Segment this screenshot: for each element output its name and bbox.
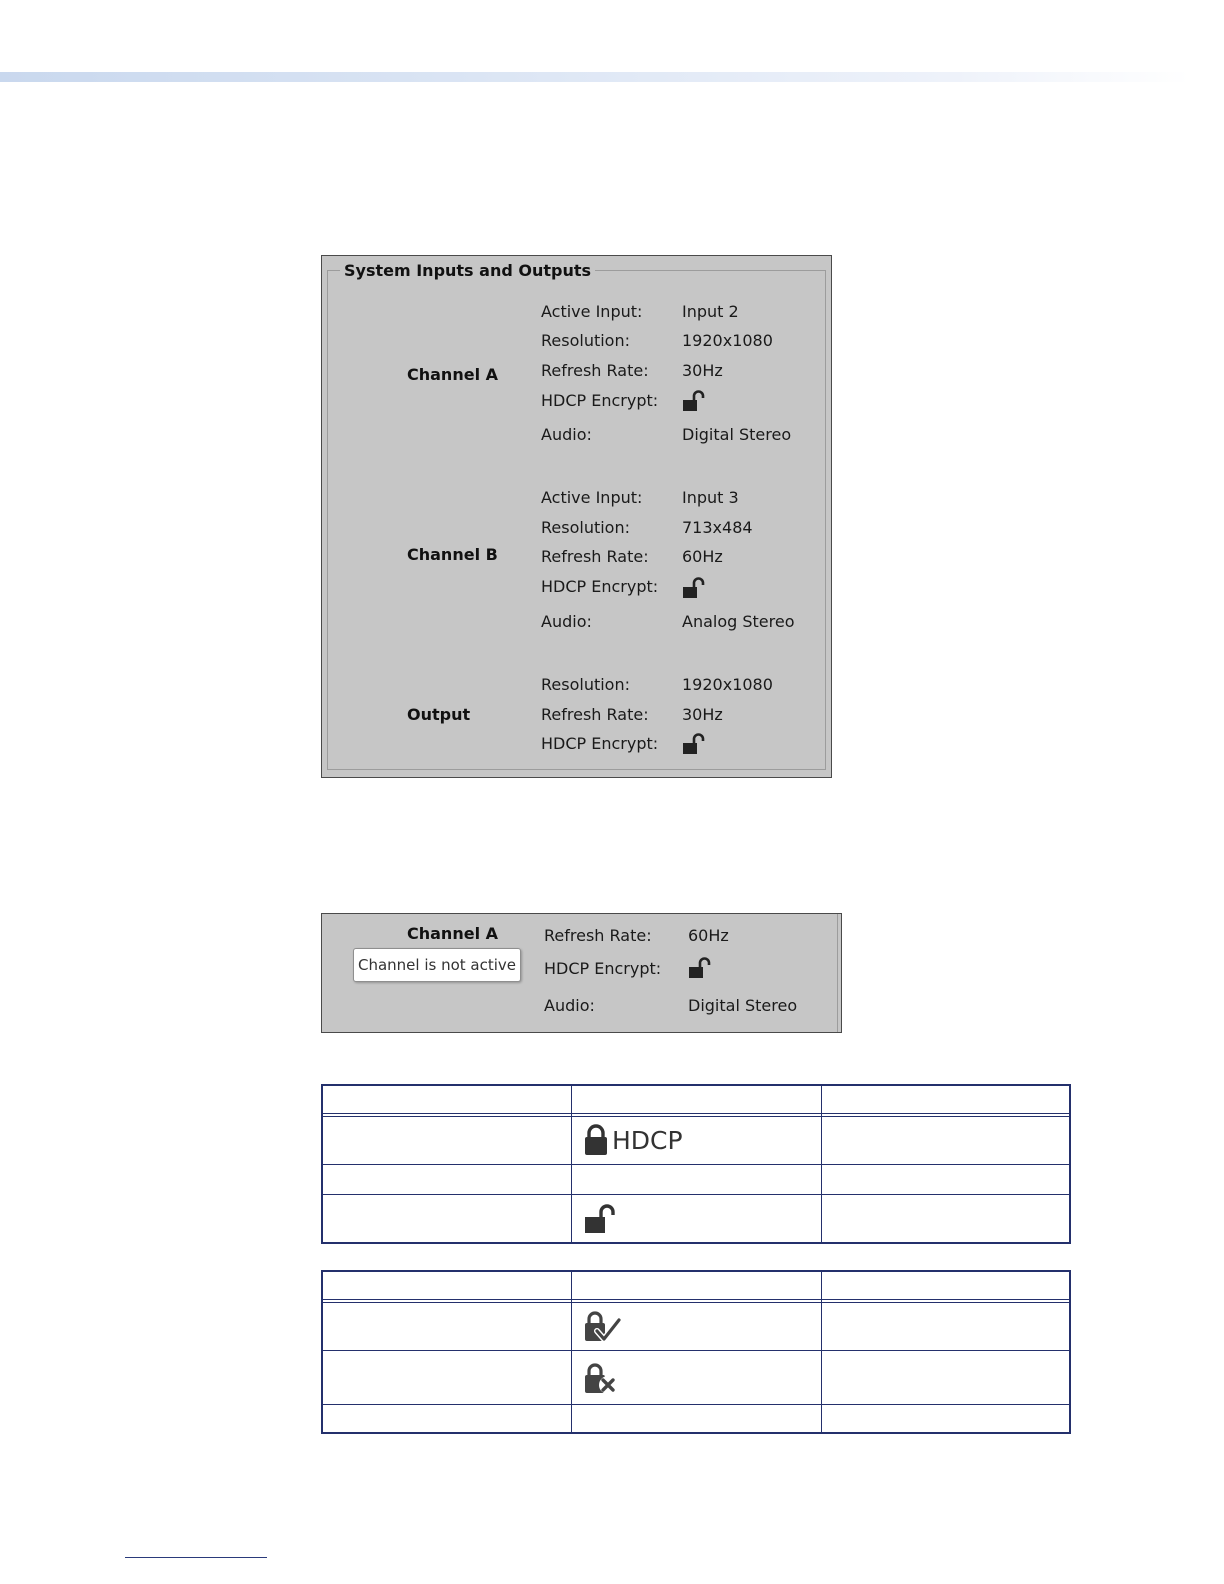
padlock-check-icon bbox=[583, 1310, 623, 1344]
output-refresh-value: 30Hz bbox=[682, 705, 723, 724]
hdcp-label: HDCP bbox=[612, 1126, 683, 1155]
channel-a-refresh-label: Refresh Rate: bbox=[541, 361, 649, 380]
channel-b-active-input-label: Active Input: bbox=[541, 488, 643, 507]
audio-value: Digital Stereo bbox=[688, 996, 798, 1015]
refresh-rate-value: 60Hz bbox=[688, 926, 729, 945]
locked-padlock-icon bbox=[583, 1124, 609, 1156]
channel-a-active-input-value: Input 2 bbox=[682, 302, 739, 321]
column-rule bbox=[571, 1086, 572, 1242]
header-rule bbox=[323, 1113, 1069, 1117]
channel-a-hdcp-label: HDCP Encrypt: bbox=[541, 391, 659, 410]
page-header-bar bbox=[0, 72, 1190, 82]
channel-a-active-input-label: Active Input: bbox=[541, 302, 643, 321]
column-rule bbox=[821, 1272, 822, 1432]
channel-b-resolution-label: Resolution: bbox=[541, 518, 630, 537]
output-resolution-value: 1920x1080 bbox=[682, 675, 773, 694]
unlocked-padlock-icon bbox=[682, 733, 706, 755]
channel-b-audio-value: Analog Stereo bbox=[682, 612, 795, 631]
system-io-panel bbox=[321, 255, 832, 778]
unlocked-padlock-icon bbox=[583, 1204, 619, 1234]
column-rule bbox=[821, 1086, 822, 1242]
hdcp-icon-table-2 bbox=[321, 1270, 1071, 1434]
channel-inactive-tooltip: Channel is not active bbox=[353, 948, 521, 982]
unlocked-padlock-icon bbox=[688, 957, 712, 979]
footer-rule bbox=[125, 1557, 267, 1558]
column-rule bbox=[571, 1272, 572, 1432]
unlocked-padlock-icon bbox=[682, 390, 706, 412]
padlock-x-icon bbox=[583, 1362, 623, 1396]
hdcp-encrypt-label: HDCP Encrypt: bbox=[544, 959, 662, 978]
audio-label: Audio: bbox=[544, 996, 595, 1015]
unlocked-padlock-icon bbox=[682, 577, 706, 599]
channel-b-active-input-value: Input 3 bbox=[682, 488, 739, 507]
channel-b-refresh-value: 60Hz bbox=[682, 547, 723, 566]
refresh-rate-label: Refresh Rate: bbox=[544, 926, 652, 945]
channel-b-title: Channel B bbox=[407, 545, 498, 564]
channel-a-refresh-value: 30Hz bbox=[682, 361, 723, 380]
row-rule bbox=[323, 1164, 1069, 1165]
output-hdcp-label: HDCP Encrypt: bbox=[541, 734, 659, 753]
channel-a-audio-label: Audio: bbox=[541, 425, 592, 444]
channel-b-refresh-label: Refresh Rate: bbox=[541, 547, 649, 566]
row-rule bbox=[323, 1194, 1069, 1195]
panel-edge bbox=[837, 914, 838, 1032]
row-rule bbox=[323, 1350, 1069, 1351]
row-rule bbox=[323, 1404, 1069, 1405]
channel-inactive-panel bbox=[321, 913, 842, 1033]
channel-a-title: Channel A bbox=[407, 365, 498, 384]
channel-a-resolution-label: Resolution: bbox=[541, 331, 630, 350]
output-title: Output bbox=[407, 705, 471, 724]
panel-legend: System Inputs and Outputs bbox=[340, 261, 595, 280]
channel-a-resolution-value: 1920x1080 bbox=[682, 331, 773, 350]
channel-a-title: Channel A bbox=[407, 924, 498, 943]
output-resolution-label: Resolution: bbox=[541, 675, 630, 694]
channel-b-audio-label: Audio: bbox=[541, 612, 592, 631]
hdcp-icon-table-1 bbox=[321, 1084, 1071, 1244]
output-refresh-label: Refresh Rate: bbox=[541, 705, 649, 724]
channel-b-resolution-value: 713x484 bbox=[682, 518, 753, 537]
header-rule bbox=[323, 1299, 1069, 1303]
channel-b-hdcp-label: HDCP Encrypt: bbox=[541, 577, 659, 596]
channel-a-audio-value: Digital Stereo bbox=[682, 425, 792, 444]
